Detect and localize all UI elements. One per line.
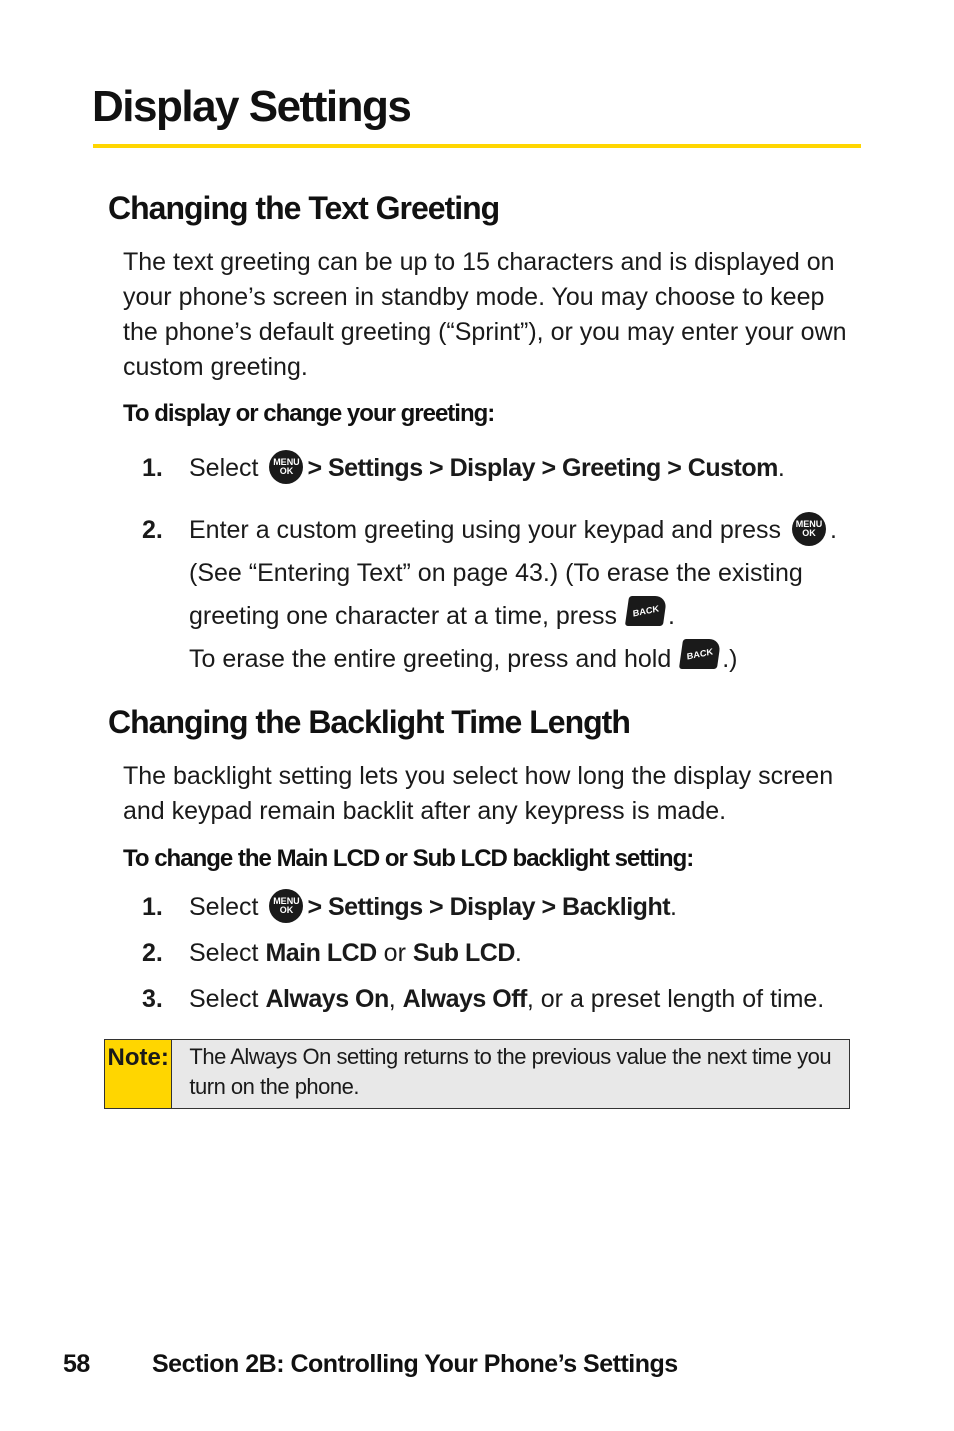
step-number: 2.	[142, 939, 163, 967]
section-body-text-greeting: The text greeting can be up to 15 characters and is displayed on your phone’s screen in standby mode. You may choose to keep the phone’s default greeting (“Sprint”), or you may enter your own custom greeting.	[123, 248, 847, 381]
menu-path: > Settings > Display > Backlight	[307, 893, 671, 921]
page-title: Display Settings	[92, 82, 411, 131]
menu-path: > Settings > Display > Greeting > Custom	[307, 454, 778, 482]
option-main-lcd: Main LCD	[265, 939, 377, 967]
option-always-off: Always Off	[402, 985, 527, 1013]
note-label: Note:	[105, 1040, 172, 1108]
back-key-icon: BACK	[625, 596, 667, 626]
step-number: 2.	[142, 516, 163, 544]
instructions-lead-greeting: To display or change your greeting:	[123, 400, 495, 427]
menu-ok-key-icon: MENU OK	[269, 889, 303, 923]
step-text: Select	[189, 454, 259, 482]
note-box	[104, 1039, 850, 1109]
menu-ok-key-icon: MENU OK	[792, 512, 826, 546]
back-key-icon: BACK	[679, 639, 721, 669]
page-number: 58	[63, 1350, 90, 1378]
page-footer	[63, 1350, 678, 1379]
option-always-on: Always On	[265, 985, 389, 1013]
footer-section-title: Section 2B: Controlling Your Phone’s Settings	[152, 1350, 678, 1378]
step-number: 3.	[142, 985, 163, 1013]
step-number: 1.	[142, 893, 163, 921]
section-heading-backlight: Changing the Backlight Time Length	[108, 704, 630, 740]
step-number: 1.	[142, 454, 163, 482]
section-body-backlight: The backlight setting lets you select how long the display screen and keypad remain backlit after any keypress is made.	[123, 762, 834, 825]
instructions-lead-backlight: To change the Main LCD or Sub LCD backlight setting:	[123, 845, 694, 872]
section-heading-text-greeting: Changing the Text Greeting	[108, 190, 500, 226]
note-text: The Always On setting returns to the previous value the next time you turn on the phone.	[189, 1044, 832, 1099]
menu-ok-key-icon: MENU OK	[269, 450, 303, 484]
option-sub-lcd: Sub LCD	[412, 939, 515, 967]
title-rule	[93, 144, 861, 148]
